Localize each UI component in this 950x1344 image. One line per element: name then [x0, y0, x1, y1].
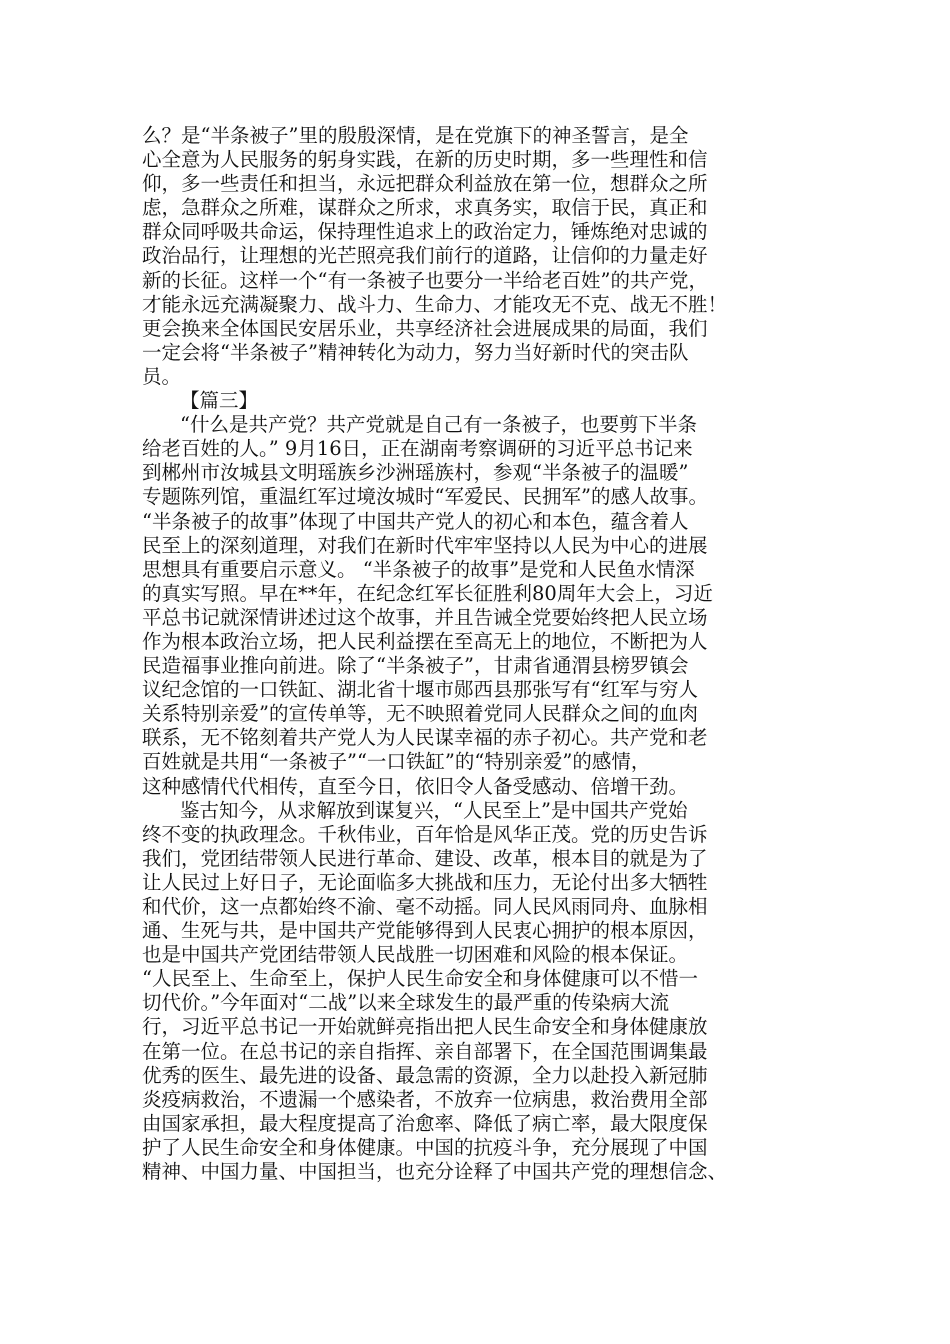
text-line: 到郴州市汝城县文明瑶族乡沙洲瑶族村，参观“半条被子的温暖”	[142, 461, 689, 485]
text-line: 一定会将“半条被子”精神转化为动力，努力当好新时代的突击队	[142, 340, 689, 364]
document-body	[142, 124, 832, 1184]
text-line: 仰，多一些责任和担当，永远把群众利益放在第一位，想群众之所	[142, 172, 708, 196]
text-line: “人民至上、生命至上，保护人民生命安全和身体健康可以不惜一	[142, 967, 698, 991]
text-line: 炎疫病救治，不遗漏一个感染者，不放弃一位病患，救治费用全部	[142, 1087, 708, 1111]
text-line: 这种感情代代相传，直至今日，依旧令人备受感动、倍增干劲。	[142, 774, 689, 798]
text-line: 么？是“半条被子”里的殷殷深情，是在党旗下的神圣誓言，是全	[142, 124, 689, 147]
text-line: 新的长征。这样一个“有一条被子也要分一半给老百姓”的共产党，	[142, 268, 708, 292]
text-line: 鉴古知今，从求解放到谋复兴，“人民至上”是中国共产党始	[180, 798, 688, 822]
text-line: 和代价，这一点都始终不渝、毫不动摇。同人民风雨同舟、血脉相	[142, 895, 708, 918]
text-line: 才能永远充满凝聚力、战斗力、生命力、才能攻无不克、战无不胜！	[142, 292, 728, 316]
text-line: 由国家承担，最大程度提高了治愈率、降低了病亡率，最大限度保	[142, 1111, 708, 1135]
text-line: 精神、中国力量、中国担当，也充分诠释了中国共产党的理想信念、	[142, 1160, 728, 1184]
text-line: 更会换来全体国民安居乐业，共享经济社会进展成果的局面，我们	[142, 316, 708, 340]
text-line: 我们，党团结带领人民进行革命、建设、改革，根本目的就是为了	[142, 846, 708, 870]
text-line: 思想具有重要启示意义。 “半条被子的故事”是党和人民鱼水情深	[142, 557, 695, 581]
text-line: 虑，急群众之所难，谋群众之所求，求真务实，取信于民，真正和	[142, 196, 708, 220]
text-line: 议纪念馆的一口铁缸、湖北省十堰市郧西县那张写有“红军与穷人	[142, 678, 698, 702]
text-line: 也是中国共产党团结带领人民战胜一切困难和风险的根本保证。	[142, 943, 689, 967]
text-line: 专题陈列馆，重温红军过境汝城时“军爱民、民拥军”的感人故事。	[142, 485, 708, 509]
text-line: 民造福事业推向前进。除了“半条被子”，甘肃省通渭县榜罗镇会	[142, 654, 689, 678]
text-line: 给老百姓的人。” 9月16日，正在湖南考察调研的习近平总书记来	[142, 437, 693, 461]
text-line: 平总书记就深情讲述过这个故事，并且告诫全党要始终把人民立场	[142, 605, 708, 629]
text-line: “半条被子的故事”体现了中国共产党人的初心和本色，蕴含着人	[142, 509, 689, 533]
text-line: 优秀的医生、最先进的设备、最急需的资源，全力以赴投入新冠肺	[142, 1063, 708, 1087]
text-line: 在第一位。在总书记的亲自指挥、亲自部署下，在全国范围调集最	[142, 1039, 708, 1063]
text-line: 政治品行，让理想的光芒照亮我们前行的道路，让信仰的力量走好	[142, 244, 708, 268]
text-line: 让人民过上好日子，无论面临多大挑战和压力，无论付出多大牺牲	[142, 870, 708, 894]
text-line: 百姓就是共用“一条被子”“一口铁缸”的“特别亲爱”的感情，	[142, 750, 651, 774]
text-line: 护了人民生命安全和身体健康。中国的抗疫斗争，充分展现了中国	[142, 1135, 708, 1159]
text-line: 联系，无不铭刻着共产党人为人民谋幸福的赤子初心。共产党和老	[142, 726, 708, 750]
text-line: 终不变的执政理念。千秋伟业，百年恰是风华正茂。党的历史告诉	[142, 822, 708, 846]
text-line: 群众同呼吸共命运，保持理性追求上的政治定力，锤炼绝对忠诚的	[142, 220, 708, 244]
text-line: 员。	[142, 364, 182, 388]
text-line: 关系特别亲爱”的宣传单等，无不映照着党同人民群众之间的血肉	[142, 702, 698, 726]
text-line: 的真实写照。早在**年，在纪念红军长征胜利80周年大会上，习近	[142, 581, 713, 605]
text-line: “什么是共产党？共产党就是自己有一条被子，也要剪下半条	[180, 413, 697, 437]
text-line: 作为根本政治立场，把人民利益摆在至高无上的地位，不断把为人	[142, 629, 708, 653]
text-line: 切代价。”今年面对“二战”以来全球发生的最严重的传染病大流	[142, 991, 670, 1015]
text-line: 行，习近平总书记一开始就鲜亮指出把人民生命安全和身体健康放	[142, 1015, 708, 1039]
section-heading: 【篇三】	[180, 389, 259, 413]
text-line: 通、生死与共，是中国共产党能够得到人民衷心拥护的根本原因，	[142, 919, 708, 943]
text-line: 心全意为人民服务的躬身实践，在新的历史时期，多一些理性和信	[142, 148, 708, 172]
text-line: 民至上的深刻道理，对我们在新时代牢牢坚持以人民为中心的进展	[142, 533, 708, 557]
